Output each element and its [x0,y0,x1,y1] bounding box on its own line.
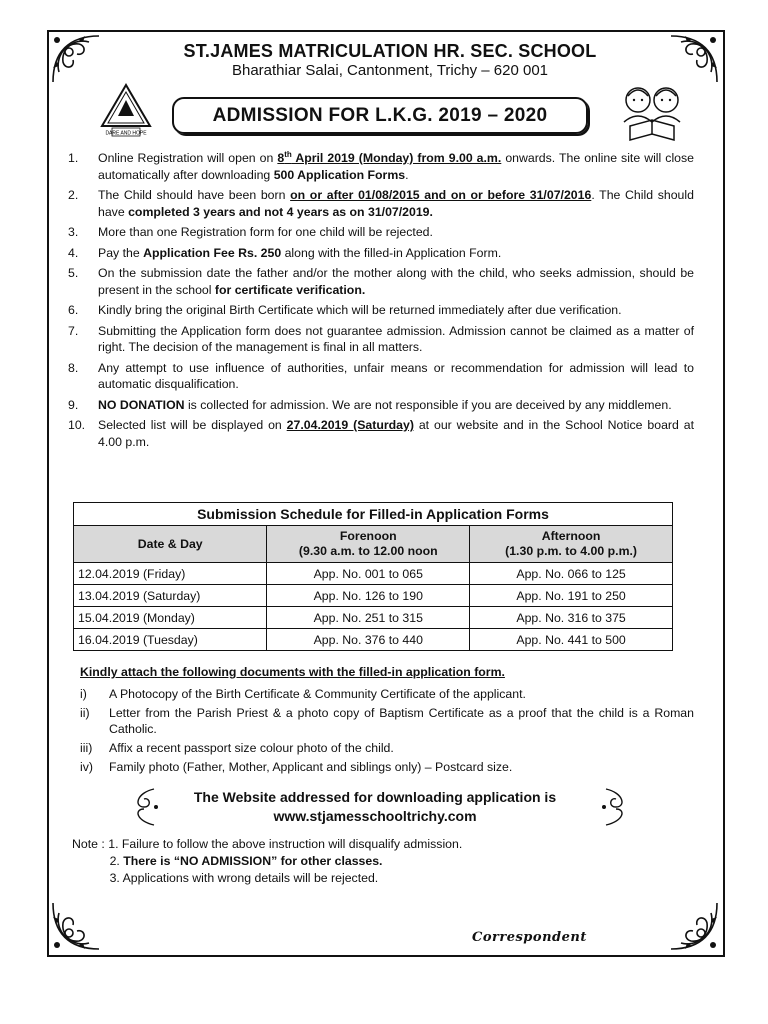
cell-forenoon: App. No. 001 to 065 [267,563,470,585]
cell-forenoon: App. No. 376 to 440 [267,629,470,651]
corner-ornament-icon [49,32,105,88]
list-text: Any attempt to use influence of authorities, unfair means or recommendation for admission will lead to automatic disqualification. [98,360,694,391]
attach-heading: Kindly attach the following documents with the filled-in application form. [80,665,505,679]
documents-list [80,686,694,778]
table-caption: Submission Schedule for Filled-in Application Forms [74,503,673,526]
list-number: ii) [80,706,90,720]
list-item [68,323,694,356]
list-text: Online Registration will open on 8th April 2019 (Monday) from 9.00 a.m. onwards. The online site will close automatically after downloading 500 Application Forms. [98,149,694,182]
list-text: Kindly bring the original Birth Certificate which will be returned immediately after due verification. [98,303,622,317]
page-title: ADMISSION FOR L.K.G. 2019 – 2020 [172,97,588,134]
list-number: 8. [68,360,79,375]
table-row [74,585,673,607]
list-text: Letter from the Parish Priest & a photo copy of Baptism Certificate as a proof that the child is a Roman Catholic. [109,706,694,736]
list-item [80,740,694,756]
children-reading-illustration [610,82,694,146]
logo-motto: DARE AND HOPE [105,130,147,137]
note-line: 2. There is “NO ADMISSION” for other classes. [72,854,383,868]
column-header-forenoon: Forenoon (9.30 a.m. to 12.00 noon [267,526,470,563]
list-item [80,705,694,737]
list-number: 3. [68,225,79,239]
list-text: Selected list will be displayed on 27.04.2019 (Saturday) at our website and in the School Notice board at 4.00 p.m. [98,418,694,449]
list-text: On the submission date the father and/or the mother along with the child, who seeks admission, should be present in the school for certificate verification. [98,266,694,297]
notes-section [72,836,462,887]
corner-ornament-icon [665,897,721,953]
swirl-ornament-icon [130,785,160,829]
cell-afternoon: App. No. 441 to 500 [470,629,673,651]
cell-afternoon: App. No. 066 to 125 [470,563,673,585]
list-number: iv) [80,760,93,774]
list-item [68,187,694,220]
corner-ornament-icon [49,897,105,953]
cell-afternoon: App. No. 191 to 250 [470,585,673,607]
list-text: Affix a recent passport size colour photo of the child. [109,741,394,755]
list-item [68,397,694,414]
cell-date: 15.04.2019 (Monday) [74,607,267,629]
list-number: 2. [68,188,79,202]
note-line: Note : 1. Failure to follow the above instruction will disqualify admission. [72,837,463,851]
list-item [80,686,694,702]
list-text: A Photocopy of the Birth Certificate & Community Certificate of the applicant. [109,687,526,701]
list-number: 4. [68,245,79,260]
list-number: 5. [68,266,79,280]
cell-date: 13.04.2019 (Saturday) [74,585,267,607]
list-item [68,360,694,393]
list-number: iii) [80,741,93,755]
list-item [80,759,694,775]
list-number: 9. [68,397,79,412]
list-text: NO DONATION is collected for admission. We are not responsible if you are deceived by any middlemen. [98,397,672,412]
list-item [68,245,694,262]
list-number: 10. [68,418,86,432]
list-item [68,265,694,298]
list-number: 1. [68,151,79,165]
website-url[interactable]: www.stjamesschooltrichy.com [273,808,477,824]
list-text: Family photo (Father, Mother, Applicant and siblings only) – Postcard size. [109,760,513,774]
list-number: 6. [68,303,79,317]
table-row [74,607,673,629]
cell-forenoon: App. No. 126 to 190 [267,585,470,607]
cell-forenoon: App. No. 251 to 315 [267,607,470,629]
corner-ornament-icon [665,32,721,88]
website-notice [160,788,590,826]
school-logo [98,82,154,138]
cell-date: 12.04.2019 (Friday) [74,563,267,585]
list-item [68,302,694,319]
school-address: Bharathiar Salai, Cantonment, Trichy – 620 001 [231,62,549,79]
cell-afternoon: App. No. 316 to 375 [470,607,673,629]
table-row [74,563,673,585]
swirl-ornament-icon [600,785,630,829]
list-item [68,224,694,241]
note-line: 3. Applications with wrong details will be rejected. [72,871,379,885]
signature: Correspondent [472,930,587,945]
list-text: Pay the Application Fee Rs. 250 along with the filled-in Application Form. [98,245,502,260]
admission-rules-list [68,150,694,454]
column-header-date: Date & Day [74,526,267,563]
column-header-afternoon: Afternoon (1.30 p.m. to 4.00 p.m.) [470,526,673,563]
list-text: Submitting the Application form does not guarantee admission. Admission cannot be claimed as a matter of right. The decision of the management is final in all matters. [98,323,694,354]
school-name: ST.JAMES MATRICULATION HR. SEC. SCHOOL [183,41,597,61]
list-text: More than one Registration form for one child will be rejected. [98,225,433,239]
cell-date: 16.04.2019 (Tuesday) [74,629,267,651]
list-text: The Child should have been born on or after 01/08/2015 and on or before 31/07/2016. The Child should have completed 3 years and not 4 years as on 31/07/2019. [98,188,694,219]
list-number: 7. [68,323,79,338]
list-item [68,150,694,183]
list-item [68,417,694,450]
website-text: The Website addressed for downloading application is [193,789,557,805]
table-row [74,629,673,651]
submission-schedule-table [73,502,673,651]
list-number: i) [80,687,87,701]
